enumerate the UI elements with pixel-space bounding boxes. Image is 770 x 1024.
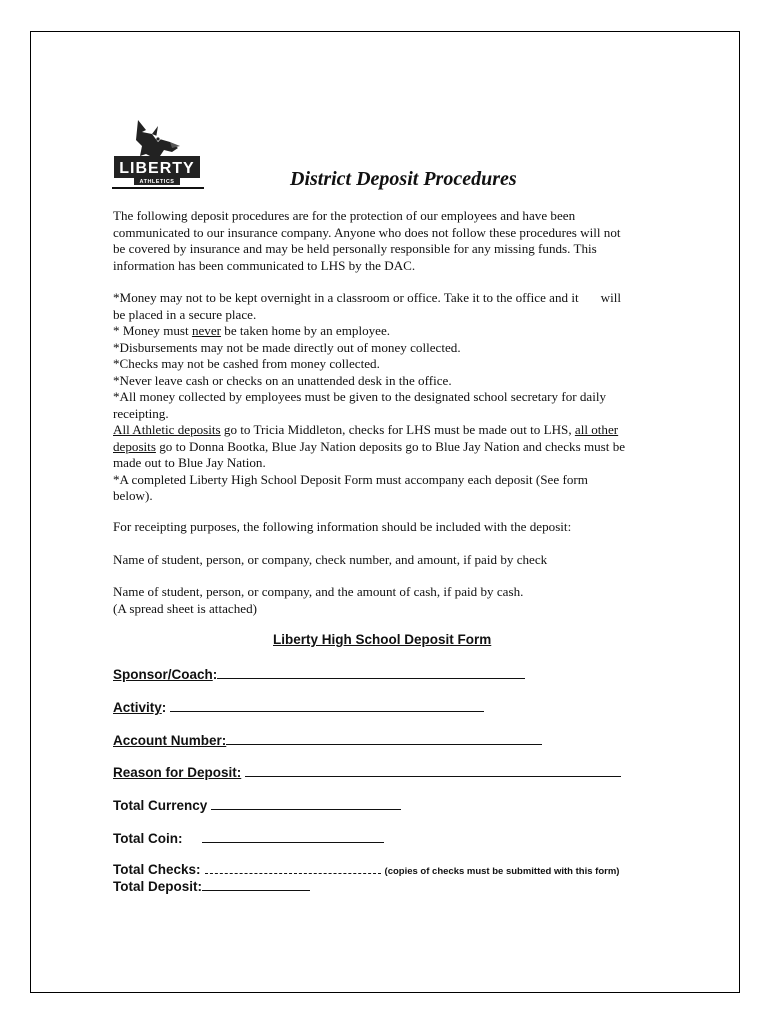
intro-line: be covered by insurance and may be held personally responsible for any missing funds. This (113, 241, 597, 256)
account-number-field[interactable] (113, 732, 542, 748)
logo-subtext: ATHLETICS (139, 179, 175, 185)
rule-home (113, 323, 661, 340)
intro-line: information has been communicated to LHS by the DAC. (113, 257, 416, 273)
rule-text: made out to Blue Jay Nation. (113, 455, 266, 470)
check-info-paragraph: Name of student, person, or company, check number, and amount, if paid by check (113, 552, 548, 567)
total-deposit-field[interactable] (113, 878, 310, 894)
total-deposit-blank[interactable] (202, 878, 310, 891)
rule-text: will (600, 290, 621, 305)
activity-label: Activity (113, 700, 162, 715)
rule-form: *A completed Liberty High School Deposit Form must accompany each deposit (See form (113, 471, 588, 487)
intro-line: communicated to our insurance company. Anyone who does not follow these procedures will not (113, 224, 621, 240)
total-coin-label: Total Coin: (113, 831, 183, 846)
rule-text: go to Tricia Middleton, checks for LHS must be made out to LHS, (220, 422, 575, 437)
procedure-rules (113, 290, 661, 505)
logo-underline (112, 187, 204, 189)
cash-info-line: Name of student, person, or company, and the amount of cash, if paid by cash. (113, 584, 524, 599)
account-number-label: Account Number: (113, 733, 227, 748)
cash-info-paragraph (113, 584, 523, 617)
rule-unattended: *Never leave cash or checks on an unattended desk in the office. (113, 372, 452, 388)
activity-blank[interactable] (170, 699, 484, 712)
rule-text: * Money must (113, 323, 192, 338)
activity-field[interactable]: Activity: (113, 699, 484, 715)
rule-emphasis: all other (574, 422, 619, 437)
account-number-blank[interactable] (226, 732, 542, 745)
total-checks-blank[interactable] (205, 867, 381, 874)
rule-text: receipting. (113, 405, 169, 421)
total-currency-label: Total Currency (113, 798, 208, 813)
page-title: District Deposit Procedures (290, 168, 517, 190)
receipting-paragraph: For receipting purposes, the following information should be included with the deposit: (113, 519, 572, 534)
rule-emphasis: never (191, 323, 222, 338)
rule-secretary: *All money collected by employees must be given to the designated school secretary for daily (113, 389, 607, 404)
rule-text: be taken home by an employee. (221, 323, 391, 338)
total-deposit-label: Total Deposit: (113, 879, 202, 894)
intro-paragraph (113, 208, 661, 274)
total-checks-field[interactable] (113, 862, 619, 877)
rule-emphasis: deposits (113, 438, 156, 454)
total-checks-label: Total Checks: (113, 862, 201, 877)
logo-text: LIBERTY (119, 160, 195, 177)
total-currency-field[interactable] (113, 797, 401, 813)
total-coin-field[interactable] (113, 830, 384, 846)
rule-overnight (113, 290, 661, 307)
rule-text: below). (113, 488, 153, 503)
rule-emphasis: All Athletic deposits (113, 422, 221, 437)
reason-field[interactable] (113, 764, 621, 780)
total-coin-blank[interactable] (202, 830, 384, 843)
sponsor-coach-label: Sponsor/Coach (113, 667, 213, 682)
total-currency-blank[interactable] (211, 797, 401, 810)
deposit-form-title: Liberty High School Deposit Form (273, 632, 492, 647)
rule-athletic (113, 422, 661, 439)
rule-other-deposits (113, 439, 661, 456)
intro-line: The following deposit procedures are for the protection of our employees and have been (113, 208, 576, 223)
checks-note: (copies of checks must be submitted with this form) (384, 866, 620, 877)
liberty-athletics-logo (112, 116, 204, 190)
rule-disbursements: *Disbursements may not be made directly out of money collected. (113, 339, 461, 355)
reason-label: Reason for Deposit: (113, 765, 242, 780)
rule-checks: *Checks may not be cashed from money collected. (113, 356, 380, 371)
spreadsheet-note: (A spread sheet is attached) (113, 600, 257, 616)
reason-blank[interactable] (245, 764, 621, 777)
rule-text: go to Donna Bootka, Blue Jay Nation deposits go to Blue Jay Nation and checks must be (155, 438, 626, 454)
sponsor-coach-field[interactable]: Sponsor/Coach: (113, 666, 525, 682)
rule-text: be placed in a secure place. (113, 306, 257, 322)
rule-text: *Money may not to be kept overnight in a classroom or office. Take it to the office and it (113, 290, 579, 305)
sponsor-coach-blank[interactable] (217, 666, 525, 679)
cardinal-bird-icon (112, 116, 204, 190)
